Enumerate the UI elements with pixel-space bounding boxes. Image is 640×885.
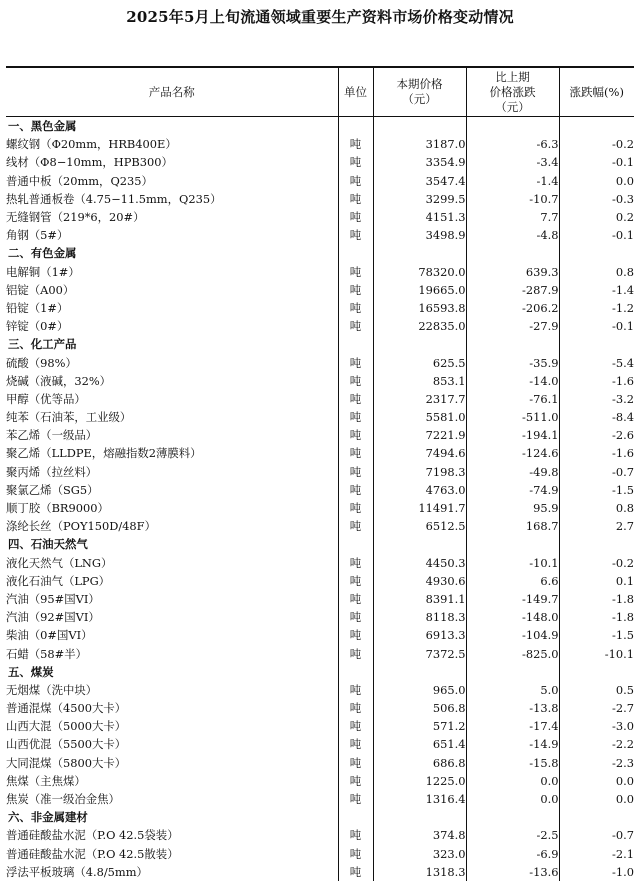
percent-cell: 0.5 xyxy=(559,681,634,699)
price-cell: 1318.3 xyxy=(373,863,466,881)
table-row xyxy=(6,426,634,444)
table-row xyxy=(6,735,634,753)
unit-cell: 吨 xyxy=(338,372,373,390)
product-name-cell: 螺纹钢（Φ20mm，HRB400E） xyxy=(6,137,177,152)
product-name-cell: 普通硅酸盐水泥（P.O 42.5袋装） xyxy=(6,828,179,843)
unit-cell: 吨 xyxy=(338,735,373,753)
product-name-cell: 铝锭（A00） xyxy=(6,282,75,297)
unit-cell: 吨 xyxy=(338,754,373,772)
price-cell xyxy=(373,244,466,262)
table-row xyxy=(6,408,634,426)
unit-cell: 吨 xyxy=(338,153,373,171)
unit-cell: 吨 xyxy=(338,317,373,335)
unit-cell: 吨 xyxy=(338,408,373,426)
header-product-name: 产品名称 xyxy=(148,84,195,99)
table-row xyxy=(6,699,634,717)
change-cell: 5.0 xyxy=(466,681,559,699)
price-cell: 374.8 xyxy=(373,826,466,844)
percent-cell: -1.8 xyxy=(559,608,634,626)
table-row xyxy=(6,263,634,281)
category-label: 一、黑色金属 xyxy=(8,119,77,134)
change-cell: -194.1 xyxy=(466,426,559,444)
change-cell: 95.9 xyxy=(466,499,559,517)
unit-cell: 吨 xyxy=(338,353,373,371)
unit-cell: 吨 xyxy=(338,426,373,444)
table-row xyxy=(6,717,634,735)
price-cell: 3299.5 xyxy=(373,190,466,208)
percent-cell: 2.7 xyxy=(559,517,634,535)
product-name-cell: 山西大混（5000大卡） xyxy=(6,719,127,734)
percent-cell xyxy=(559,535,634,553)
change-cell: -14.0 xyxy=(466,372,559,390)
price-cell: 11491.7 xyxy=(373,499,466,517)
price-cell xyxy=(373,335,466,353)
table-row xyxy=(6,845,634,863)
category-label: 五、煤炭 xyxy=(8,664,54,679)
price-cell: 965.0 xyxy=(373,681,466,699)
header-change-percent: 涨跌幅(%) xyxy=(559,67,634,117)
price-cell: 3547.4 xyxy=(373,172,466,190)
price-table xyxy=(6,66,634,881)
unit-cell: 吨 xyxy=(338,863,373,881)
percent-cell: -1.8 xyxy=(559,590,634,608)
unit-cell: 吨 xyxy=(338,644,373,662)
product-name-cell: 无烟煤（洗中块） xyxy=(6,682,98,697)
product-name-cell: 锌锭（0#） xyxy=(6,319,69,334)
percent-cell: 0.0 xyxy=(559,772,634,790)
product-name-cell: 无缝钢管（219*6，20#） xyxy=(6,210,145,225)
table-row xyxy=(6,226,634,244)
change-cell: -13.8 xyxy=(466,699,559,717)
percent-cell xyxy=(559,335,634,353)
unit-cell: 吨 xyxy=(338,135,373,153)
price-cell: 3187.0 xyxy=(373,135,466,153)
percent-cell: -5.4 xyxy=(559,353,634,371)
price-cell: 6913.3 xyxy=(373,626,466,644)
table-body xyxy=(6,117,634,881)
change-cell: -149.7 xyxy=(466,590,559,608)
price-cell: 78320.0 xyxy=(373,263,466,281)
price-cell xyxy=(373,663,466,681)
change-cell: -76.1 xyxy=(466,390,559,408)
product-name-cell: 山西优混（5500大卡） xyxy=(6,737,127,752)
header-current-price: 本期价格 （元） xyxy=(373,67,466,117)
product-name-cell: 焦煤（主焦煤） xyxy=(6,773,86,788)
price-cell: 1316.4 xyxy=(373,790,466,808)
change-cell: 168.7 xyxy=(466,517,559,535)
unit-cell: 吨 xyxy=(338,299,373,317)
change-cell xyxy=(466,244,559,262)
price-cell: 7221.9 xyxy=(373,426,466,444)
change-cell: -4.8 xyxy=(466,226,559,244)
product-name-cell: 涤纶长丝（POY150D/48F） xyxy=(6,519,156,534)
change-cell: -15.8 xyxy=(466,754,559,772)
unit-cell: 吨 xyxy=(338,263,373,281)
product-name-cell: 纯苯（石油苯，工业级） xyxy=(6,410,132,425)
category-label: 四、石油天然气 xyxy=(8,537,88,552)
table-row xyxy=(6,790,634,808)
change-cell: 0.0 xyxy=(466,790,559,808)
table-row xyxy=(6,390,634,408)
product-name-cell: 硫酸（98%） xyxy=(6,355,77,370)
price-cell: 1225.0 xyxy=(373,772,466,790)
percent-cell: 0.0 xyxy=(559,172,634,190)
table-row xyxy=(6,590,634,608)
percent-cell: -2.3 xyxy=(559,754,634,772)
change-cell: -10.7 xyxy=(466,190,559,208)
unit-cell: 吨 xyxy=(338,826,373,844)
change-cell: -14.9 xyxy=(466,735,559,753)
category-row xyxy=(6,335,634,353)
unit-cell: 吨 xyxy=(338,717,373,735)
product-name-cell: 角钢（5#） xyxy=(6,228,69,243)
unit-cell: 吨 xyxy=(338,772,373,790)
product-name-cell: 焦炭（准一级冶金焦） xyxy=(6,792,120,807)
percent-cell: 0.8 xyxy=(559,263,634,281)
product-name-cell: 电解铜（1#） xyxy=(6,264,80,279)
table-row xyxy=(6,554,634,572)
price-cell: 8391.1 xyxy=(373,590,466,608)
change-cell: -206.2 xyxy=(466,299,559,317)
unit-cell: 吨 xyxy=(338,590,373,608)
price-cell: 4151.3 xyxy=(373,208,466,226)
price-cell: 3354.9 xyxy=(373,153,466,171)
price-cell: 7198.3 xyxy=(373,463,466,481)
change-cell: 7.7 xyxy=(466,208,559,226)
product-name-cell: 普通硅酸盐水泥（P.O 42.5散装） xyxy=(6,846,179,861)
product-name-cell: 顺丁胶（BR9000） xyxy=(6,501,109,516)
table-row xyxy=(6,626,634,644)
percent-cell: -2.1 xyxy=(559,845,634,863)
page-title: 2025年5月上旬流通领域重要生产资料市场价格变动情况 xyxy=(126,8,514,26)
price-cell: 571.2 xyxy=(373,717,466,735)
percent-cell: -0.3 xyxy=(559,190,634,208)
price-cell: 7372.5 xyxy=(373,644,466,662)
percent-cell: -0.1 xyxy=(559,153,634,171)
unit-cell: 吨 xyxy=(338,699,373,717)
unit-cell: 吨 xyxy=(338,226,373,244)
unit-cell: 吨 xyxy=(338,172,373,190)
percent-cell: -3.2 xyxy=(559,390,634,408)
percent-cell xyxy=(559,244,634,262)
product-name-cell: 线材（Φ8−10mm，HPB300） xyxy=(6,155,173,170)
product-name-cell: 聚氯乙烯（SG5） xyxy=(6,482,99,497)
change-cell xyxy=(466,663,559,681)
price-cell: 7494.6 xyxy=(373,444,466,462)
price-cell xyxy=(373,117,466,136)
change-cell: 6.6 xyxy=(466,572,559,590)
unit-cell xyxy=(338,535,373,553)
category-label: 三、化工产品 xyxy=(8,337,77,352)
table-row xyxy=(6,372,634,390)
product-name-cell: 聚丙烯（拉丝料） xyxy=(6,464,98,479)
table-row xyxy=(6,317,634,335)
percent-cell: 0.2 xyxy=(559,208,634,226)
product-name-cell: 液化石油气（LPG） xyxy=(6,573,111,588)
price-cell: 22835.0 xyxy=(373,317,466,335)
percent-cell: -0.2 xyxy=(559,554,634,572)
table-row xyxy=(6,754,634,772)
change-cell: -49.8 xyxy=(466,463,559,481)
category-label: 二、有色金属 xyxy=(8,246,77,261)
price-cell: 651.4 xyxy=(373,735,466,753)
change-cell: -27.9 xyxy=(466,317,559,335)
price-cell: 6512.5 xyxy=(373,517,466,535)
price-cell: 5581.0 xyxy=(373,408,466,426)
unit-cell: 吨 xyxy=(338,463,373,481)
percent-cell xyxy=(559,663,634,681)
percent-cell: 0.0 xyxy=(559,790,634,808)
percent-cell: -10.1 xyxy=(559,644,634,662)
percent-cell: -1.4 xyxy=(559,281,634,299)
change-cell: -148.0 xyxy=(466,608,559,626)
product-name-cell: 浮法平板玻璃（4.8/5mm） xyxy=(6,864,148,879)
percent-cell: -1.6 xyxy=(559,372,634,390)
table-row xyxy=(6,681,634,699)
table-row xyxy=(6,481,634,499)
table-row xyxy=(6,463,634,481)
unit-cell xyxy=(338,244,373,262)
change-cell: -104.9 xyxy=(466,626,559,644)
price-cell: 8118.3 xyxy=(373,608,466,626)
unit-cell: 吨 xyxy=(338,499,373,517)
unit-cell: 吨 xyxy=(338,681,373,699)
change-cell: -2.5 xyxy=(466,826,559,844)
percent-cell: 0.8 xyxy=(559,499,634,517)
change-cell: -1.4 xyxy=(466,172,559,190)
unit-cell: 吨 xyxy=(338,572,373,590)
change-cell xyxy=(466,117,559,136)
change-cell: 0.0 xyxy=(466,772,559,790)
unit-cell: 吨 xyxy=(338,608,373,626)
unit-cell xyxy=(338,335,373,353)
percent-cell: 0.1 xyxy=(559,572,634,590)
table-row xyxy=(6,153,634,171)
product-name-cell: 普通混煤（4500大卡） xyxy=(6,701,127,716)
table-row xyxy=(6,826,634,844)
table-row xyxy=(6,572,634,590)
percent-cell: -0.1 xyxy=(559,317,634,335)
percent-cell: -1.0 xyxy=(559,863,634,881)
change-cell xyxy=(466,535,559,553)
product-name-cell: 汽油（95#国VI） xyxy=(6,591,100,606)
table-row xyxy=(6,172,634,190)
unit-cell: 吨 xyxy=(338,626,373,644)
change-cell: -3.4 xyxy=(466,153,559,171)
product-name-cell: 汽油（92#国VI） xyxy=(6,610,100,625)
percent-cell: -1.5 xyxy=(559,481,634,499)
percent-cell: -2.7 xyxy=(559,699,634,717)
price-cell: 19665.0 xyxy=(373,281,466,299)
unit-cell: 吨 xyxy=(338,481,373,499)
category-row xyxy=(6,663,634,681)
table-row xyxy=(6,863,634,881)
header-price-change: 比上期 价格涨跌 （元） xyxy=(466,67,559,117)
table-row xyxy=(6,281,634,299)
price-cell: 4930.6 xyxy=(373,572,466,590)
unit-cell: 吨 xyxy=(338,444,373,462)
price-cell xyxy=(373,808,466,826)
table-row xyxy=(6,353,634,371)
unit-cell: 吨 xyxy=(338,190,373,208)
price-cell: 686.8 xyxy=(373,754,466,772)
unit-cell: 吨 xyxy=(338,390,373,408)
change-cell: -74.9 xyxy=(466,481,559,499)
price-cell: 853.1 xyxy=(373,372,466,390)
change-cell: -6.3 xyxy=(466,135,559,153)
product-name-cell: 大同混煤（5800大卡） xyxy=(6,755,127,770)
product-name-cell: 液化天然气（LNG） xyxy=(6,555,113,570)
percent-cell: -3.0 xyxy=(559,717,634,735)
percent-cell: -1.5 xyxy=(559,626,634,644)
percent-cell: -1.6 xyxy=(559,444,634,462)
price-cell: 16593.8 xyxy=(373,299,466,317)
table-header-row xyxy=(6,67,634,117)
change-cell: -17.4 xyxy=(466,717,559,735)
percent-cell: -8.4 xyxy=(559,408,634,426)
price-cell: 506.8 xyxy=(373,699,466,717)
percent-cell: -0.7 xyxy=(559,463,634,481)
percent-cell: -0.7 xyxy=(559,826,634,844)
table-row xyxy=(6,608,634,626)
percent-cell: -1.2 xyxy=(559,299,634,317)
unit-cell xyxy=(338,117,373,136)
percent-cell: -0.1 xyxy=(559,226,634,244)
table-row xyxy=(6,299,634,317)
category-row xyxy=(6,535,634,553)
unit-cell: 吨 xyxy=(338,281,373,299)
price-cell: 625.5 xyxy=(373,353,466,371)
table-row xyxy=(6,499,634,517)
product-name-cell: 普通中板（20mm，Q235） xyxy=(6,173,153,188)
percent-cell: -2.6 xyxy=(559,426,634,444)
percent-cell xyxy=(559,808,634,826)
price-cell: 2317.7 xyxy=(373,390,466,408)
change-cell xyxy=(466,808,559,826)
table-row xyxy=(6,644,634,662)
product-name-cell: 热轧普通板卷（4.75−11.5mm，Q235） xyxy=(6,191,222,206)
change-cell xyxy=(466,335,559,353)
percent-cell: -2.2 xyxy=(559,735,634,753)
change-cell: -35.9 xyxy=(466,353,559,371)
unit-cell: 吨 xyxy=(338,554,373,572)
table-row xyxy=(6,444,634,462)
table-row xyxy=(6,517,634,535)
price-cell: 3498.9 xyxy=(373,226,466,244)
percent-cell xyxy=(559,117,634,136)
category-row xyxy=(6,808,634,826)
price-cell: 323.0 xyxy=(373,845,466,863)
change-cell: -13.6 xyxy=(466,863,559,881)
change-cell: -511.0 xyxy=(466,408,559,426)
table-row xyxy=(6,190,634,208)
product-name-cell: 石蜡（58#半） xyxy=(6,646,87,661)
table-row xyxy=(6,135,634,153)
change-cell: -10.1 xyxy=(466,554,559,572)
change-cell: -825.0 xyxy=(466,644,559,662)
change-cell: -6.9 xyxy=(466,845,559,863)
category-row xyxy=(6,117,634,136)
unit-cell xyxy=(338,663,373,681)
change-cell: 639.3 xyxy=(466,263,559,281)
unit-cell: 吨 xyxy=(338,517,373,535)
change-cell: -124.6 xyxy=(466,444,559,462)
product-name-cell: 烧碱（液碱，32%） xyxy=(6,373,112,388)
table-row xyxy=(6,208,634,226)
change-cell: -287.9 xyxy=(466,281,559,299)
unit-cell: 吨 xyxy=(338,845,373,863)
product-name-cell: 聚乙烯（LLDPE，熔融指数2薄膜料） xyxy=(6,446,202,461)
product-name-cell: 甲醇（优等品） xyxy=(6,391,86,406)
unit-cell: 吨 xyxy=(338,208,373,226)
percent-cell: -0.2 xyxy=(559,135,634,153)
unit-cell xyxy=(338,808,373,826)
price-cell xyxy=(373,535,466,553)
table-row xyxy=(6,772,634,790)
product-name-cell: 柴油（0#国VI） xyxy=(6,628,93,643)
product-name-cell: 铅锭（1#） xyxy=(6,300,69,315)
product-name-cell: 苯乙烯（一级品） xyxy=(6,428,98,443)
price-cell: 4763.0 xyxy=(373,481,466,499)
price-cell: 4450.3 xyxy=(373,554,466,572)
header-unit: 单位 xyxy=(338,67,373,117)
category-row xyxy=(6,244,634,262)
category-label: 六、非金属建材 xyxy=(8,810,88,825)
unit-cell: 吨 xyxy=(338,790,373,808)
